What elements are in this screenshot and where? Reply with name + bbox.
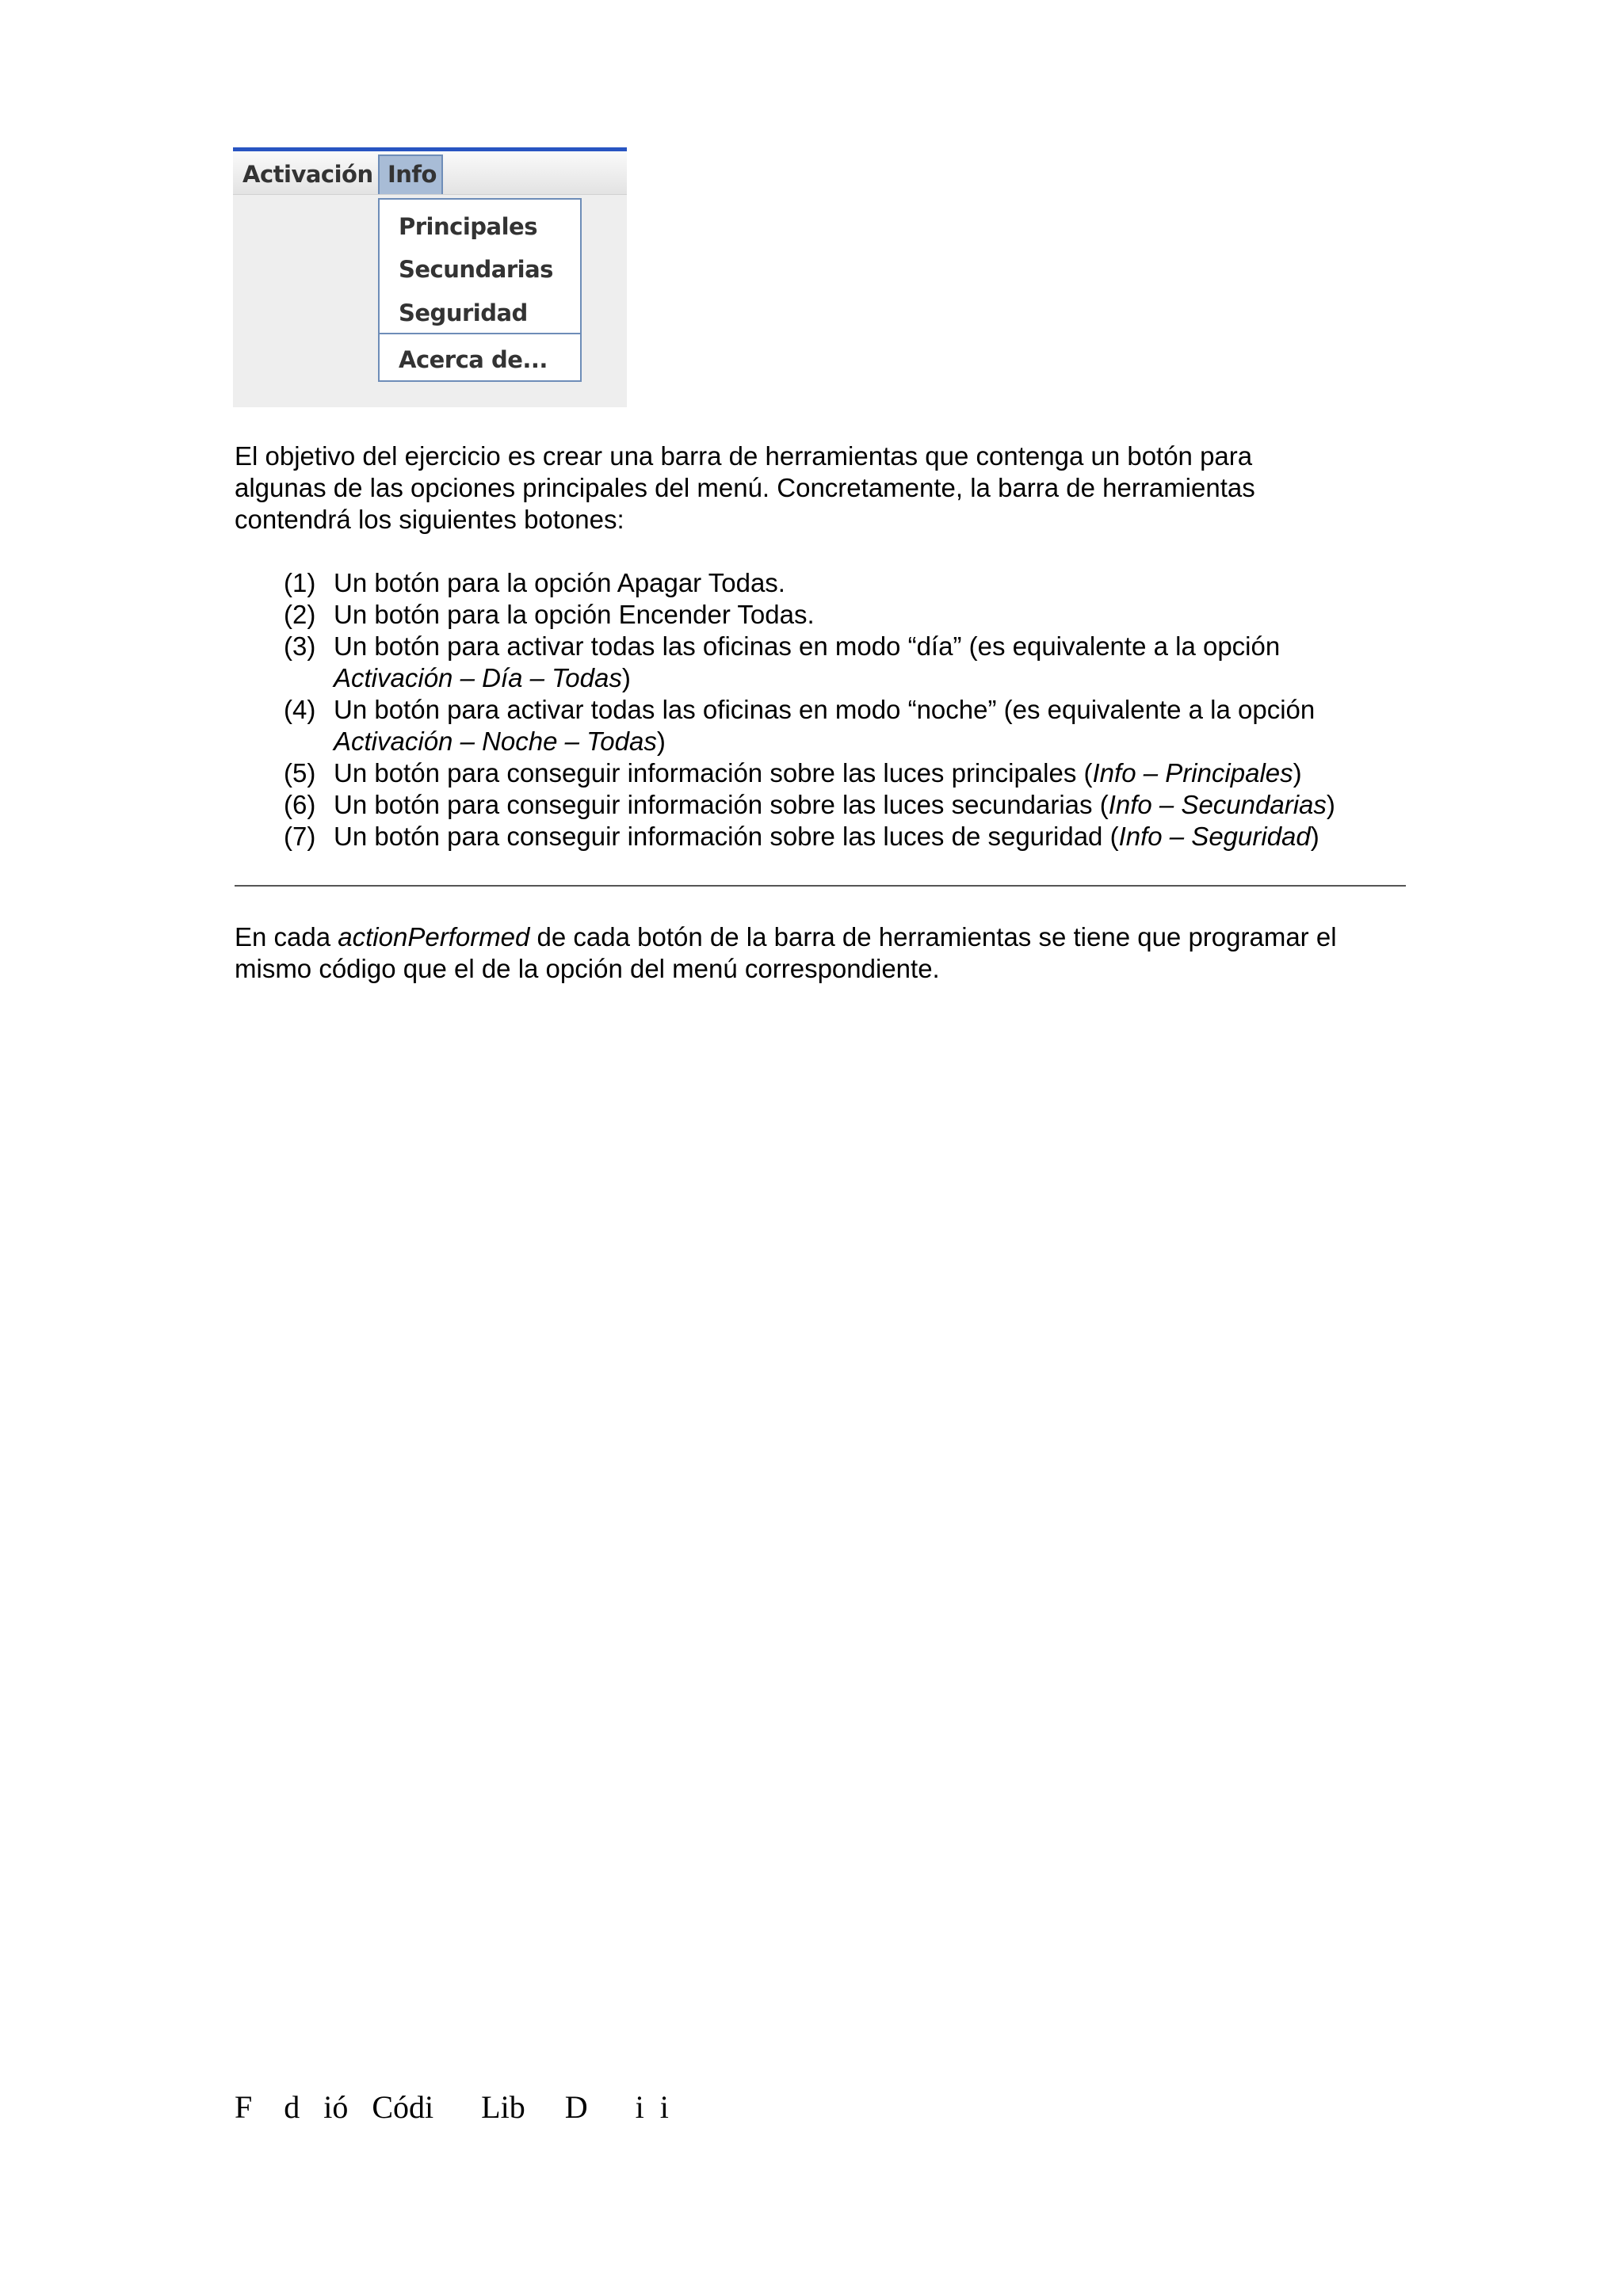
list-text: Un botón para activar todas las oficinas en modo “día” (es equivalente a la opción xyxy=(334,631,1281,661)
list-number: (7) xyxy=(284,822,316,851)
note-text: En cada xyxy=(235,922,338,952)
list-text: Un botón para conseguir información sobre las luces principales ( xyxy=(334,758,1093,788)
list-number: (2) xyxy=(284,600,316,629)
menu-item-acerca-de[interactable]: Acerca de... xyxy=(399,346,548,373)
intro-line: El objetivo del ejercicio es crear una barra de herramientas que contenga un botón para xyxy=(235,441,1253,471)
list-text-italic: Info – Principales xyxy=(1092,758,1293,788)
menu-info[interactable]: Info xyxy=(378,154,443,194)
list-text-italic: Info – Seguridad xyxy=(1118,822,1311,851)
list-item xyxy=(284,789,1335,821)
list-item xyxy=(284,631,1335,694)
page-footer: F d ió Códi Lib D i i xyxy=(235,2089,669,2125)
intro-paragraph xyxy=(235,441,1407,536)
menu-item-secundarias[interactable]: Secundarias xyxy=(399,256,553,283)
list-text-italic: Activación – Día – Todas xyxy=(334,663,622,692)
list-item xyxy=(284,757,1335,789)
list-text: Un botón para activar todas las oficinas en modo “noche” (es equivalente a la opción xyxy=(334,695,1316,724)
list-text-close: ) xyxy=(621,663,631,692)
list-text: Un botón para la opción Apagar Todas. xyxy=(334,568,785,597)
list-text-italic: Activación – Noche – Todas xyxy=(334,727,657,756)
list-number: (5) xyxy=(284,758,316,788)
note-line: mismo código que el de la opción del menú correspondiente. xyxy=(235,954,940,983)
menu-item-principales[interactable]: Principales xyxy=(399,213,537,240)
list-text-close: ) xyxy=(656,727,666,756)
menubar xyxy=(233,151,627,195)
horizontal-divider xyxy=(235,885,1406,887)
list-number: (6) xyxy=(284,790,316,819)
list-item xyxy=(284,599,1335,631)
list-number: (4) xyxy=(284,695,316,724)
note-text: de cada botón de la barra de herramientas se tiene que programar el xyxy=(529,922,1337,952)
list-item xyxy=(284,694,1335,757)
list-text-italic: Info – Secundarias xyxy=(1108,790,1327,819)
list-text-close: ) xyxy=(1326,790,1335,819)
list-number: (1) xyxy=(284,568,316,597)
list-text: Un botón para conseguir información sobre las luces de seguridad ( xyxy=(334,822,1119,851)
note-line xyxy=(235,921,1407,953)
list-text-close: ) xyxy=(1293,758,1302,788)
note-paragraph xyxy=(235,921,1407,985)
info-dropdown xyxy=(378,198,582,382)
intro-line: algunas de las opciones principales del menú. Concretamente, la barra de herramientas xyxy=(235,473,1255,502)
list-number: (3) xyxy=(284,631,316,661)
menu-item-seguridad[interactable]: Seguridad xyxy=(399,299,528,326)
button-list xyxy=(284,567,1335,852)
list-item xyxy=(284,567,1335,599)
list-text-close: ) xyxy=(1310,822,1319,851)
list-item xyxy=(284,821,1335,852)
list-text: Un botón para la opción Encender Todas. xyxy=(334,600,815,629)
menu-screenshot xyxy=(233,147,627,407)
list-text: Un botón para conseguir información sobre las luces secundarias ( xyxy=(334,790,1109,819)
intro-line: contendrá los siguientes botones: xyxy=(235,505,624,534)
menu-separator xyxy=(380,333,580,334)
menu-activacion[interactable]: Activación xyxy=(242,161,373,188)
note-italic: actionPerformed xyxy=(338,922,530,952)
